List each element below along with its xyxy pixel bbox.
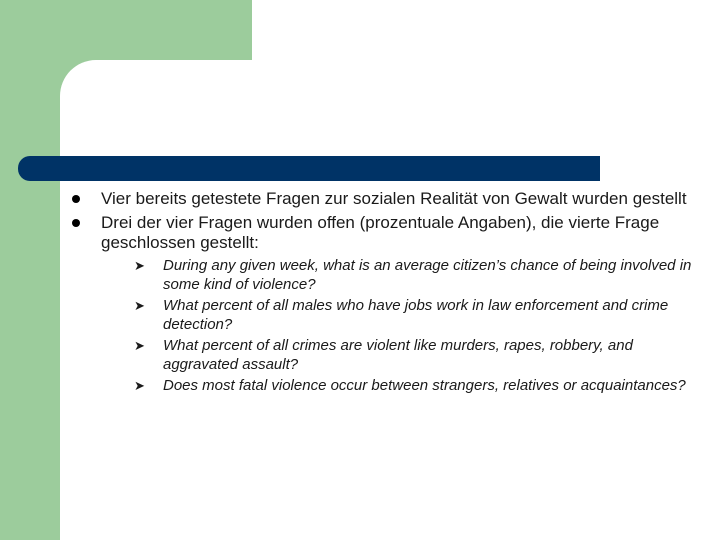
bullet-dot-icon [72, 195, 80, 203]
sub-bullet-text: During any given week, what is an average citizen’s chance of being involved in some kind of violence? [163, 257, 692, 293]
sub-bullet-text: Does most fatal violence occur between strangers, relatives or acquaintances? [163, 377, 686, 394]
sub-bullet-list [134, 257, 702, 396]
sub-bullet-text: What percent of all crimes are violent like murders, rapes, robbery, and aggravated assault? [163, 337, 633, 373]
sub-bullet-item [134, 257, 702, 294]
title-bar [18, 156, 600, 181]
sub-bullet-text: What percent of all males who have jobs work in law enforcement and crime detection? [163, 297, 669, 333]
bullet-item [72, 189, 702, 209]
sub-bullet-item [134, 297, 702, 334]
sub-bullet-item [134, 377, 702, 396]
arrowhead-icon: ➤ [134, 338, 145, 353]
slide-content [72, 189, 702, 400]
bullet-text: Vier bereits getestete Fragen zur sozialen Realität von Gewalt wurden gestellt [101, 189, 687, 208]
bullet-item [72, 213, 702, 396]
bullet-dot-icon [72, 219, 80, 227]
sub-bullet-item [134, 337, 702, 374]
arrowhead-icon: ➤ [134, 378, 145, 393]
bullet-list [72, 189, 702, 396]
arrowhead-icon: ➤ [134, 258, 145, 273]
bullet-text: Drei der vier Fragen wurden offen (prozentuale Angaben), die vierte Frage geschlossen gestellt: [101, 213, 660, 252]
arrowhead-icon: ➤ [134, 298, 145, 313]
